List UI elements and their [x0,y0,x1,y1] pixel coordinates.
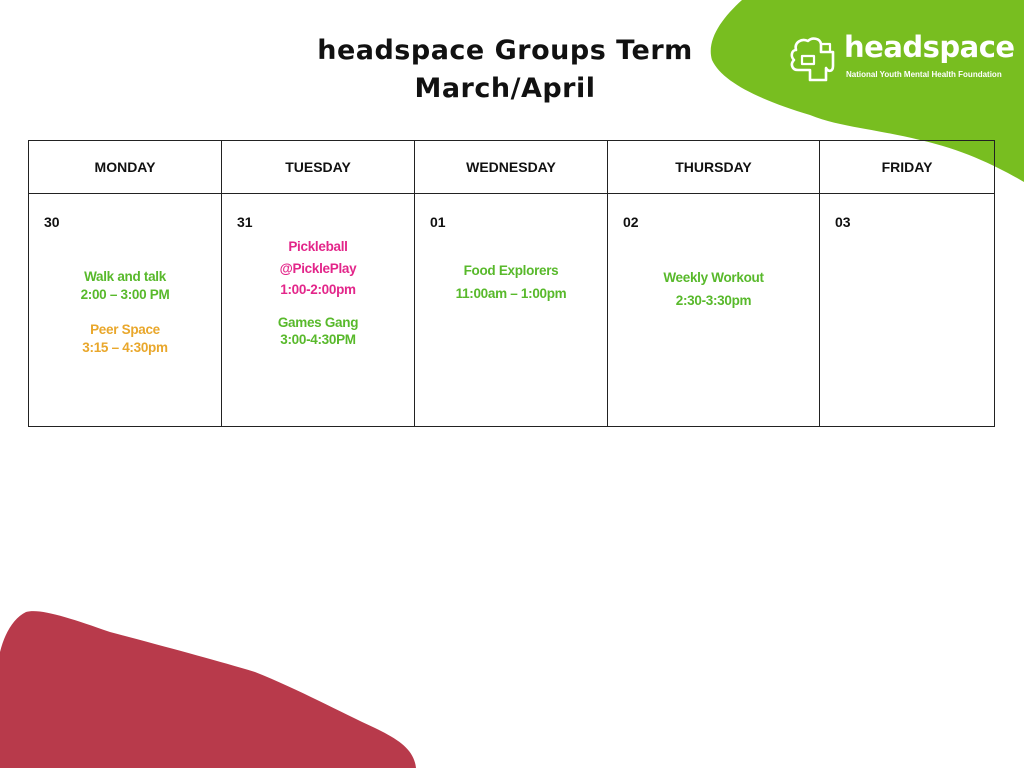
event-pickleball [222,236,414,301]
schedule-table [28,140,995,427]
day-number: 31 [237,214,253,230]
event-time: 1:00-2:00pm [280,282,356,297]
event-time: 3:00-4:30PM [280,332,356,347]
header-wednesday: WEDNESDAY [415,141,608,194]
event-games-gang [222,314,414,348]
event-food-explorers [415,259,607,305]
day-cell-friday [820,194,995,427]
event-title: Pickleball [288,239,348,254]
event-walk-and-talk [29,268,221,304]
day-cell-tuesday [222,194,415,427]
header-tuesday: TUESDAY [222,141,415,194]
title-line-2: March/April [414,73,596,104]
event-location: @PicklePlay [279,260,357,276]
day-number: 02 [623,214,639,230]
day-number: 01 [430,214,446,230]
header-friday: FRIDAY [820,141,995,194]
title-line-1: headspace Groups Term [317,35,693,66]
page-title [240,32,770,108]
event-weekly-workout [608,266,819,312]
event-title: Walk and talk [84,269,166,284]
logo-tagline: National Youth Mental Health Foundation [846,70,1002,79]
event-title: Games Gang [277,315,359,330]
event-title: Weekly Workout [663,270,764,285]
day-number: 30 [44,214,60,230]
logo-wordmark: headspace [844,30,1015,64]
header-row [29,141,995,194]
day-cell-thursday [608,194,820,427]
day-cell-monday [29,194,222,427]
event-title: Food Explorers [463,263,559,278]
headspace-logo-icon [788,36,838,82]
day-number: 03 [835,214,851,230]
event-time: 11:00am – 1:00pm [455,286,567,301]
day-cell-wednesday [415,194,608,427]
headspace-logo [788,30,1015,84]
event-peer-space [29,321,221,357]
week-row [29,194,995,427]
header-monday: MONDAY [29,141,222,194]
header-thursday: THURSDAY [608,141,820,194]
event-title: Peer Space [90,322,160,337]
event-time: 2:00 – 3:00 PM [80,287,170,302]
event-time: 3:15 – 4:30pm [82,340,168,355]
event-time: 2:30-3:30pm [675,293,752,308]
